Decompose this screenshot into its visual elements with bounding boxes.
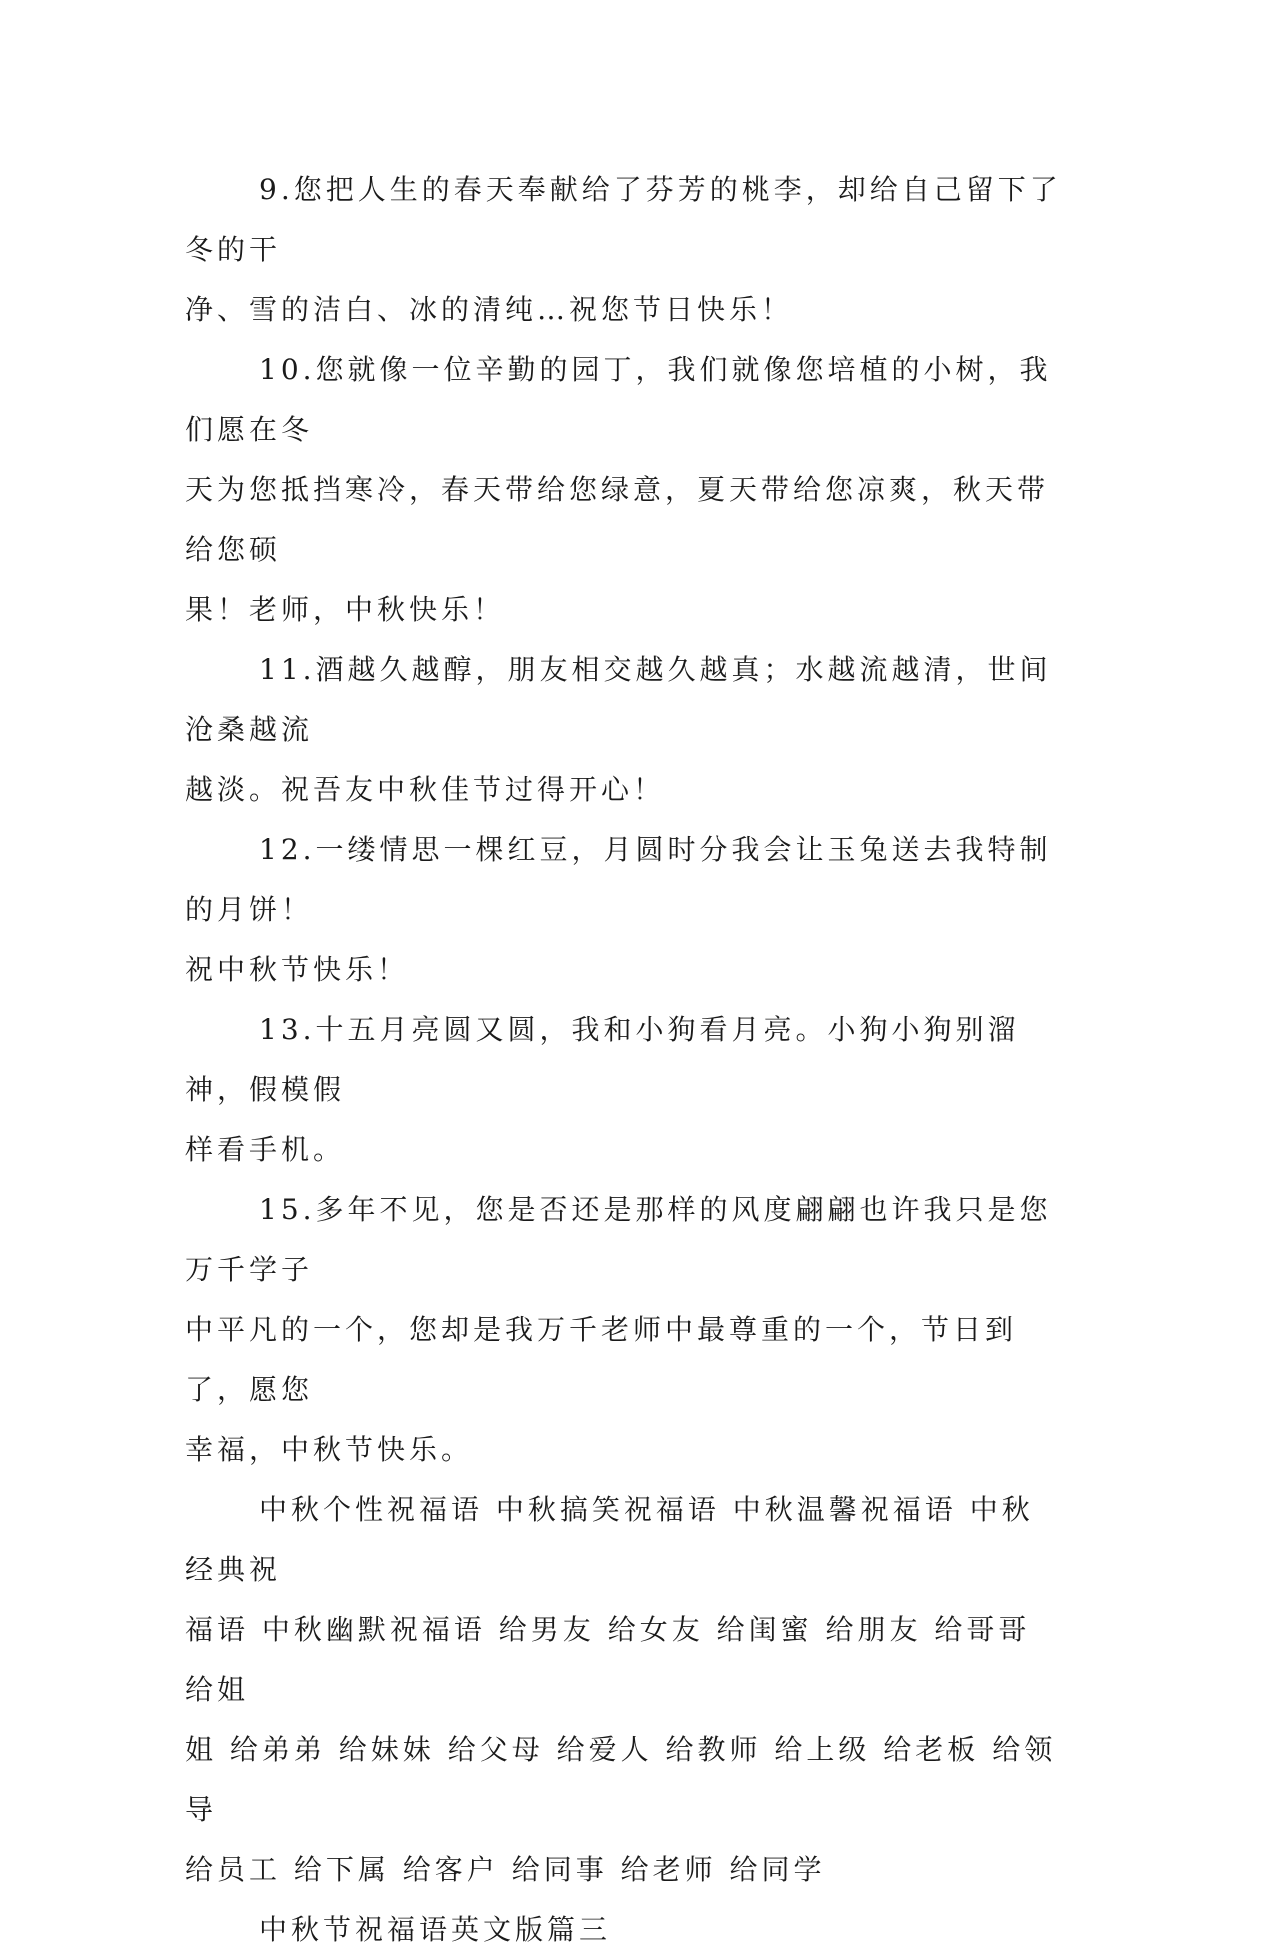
category-links-paragraph — [185, 1480, 1065, 1900]
text-line: 姐 给弟弟 给妹妹 给父母 给爱人 给教师 给上级 给老板 给领导 — [185, 1733, 1057, 1826]
text-line: 13.十五月亮圆又圆，我和小狗看月亮。小狗小狗别溜神，假模假 — [185, 1013, 1020, 1106]
text-line: 天为您抵挡寒冷，春天带给您绿意，夏天带给您凉爽，秋天带给您硕 — [185, 473, 1050, 566]
document-body — [185, 160, 1065, 1960]
text-line: 祝中秋节快乐！ — [185, 953, 410, 986]
paragraph-13 — [185, 1000, 1065, 1180]
paragraph-12 — [185, 820, 1065, 1000]
text-line: 15.多年不见，您是否还是那样的风度翩翩也许我只是您万千学子 — [185, 1193, 1052, 1286]
text-line: 12.一缕情思一棵红豆，月圆时分我会让玉兔送去我特制的月饼！ — [185, 833, 1052, 926]
text-line: 果！老师，中秋快乐！ — [185, 593, 506, 626]
text-line: 9.您把人生的春天奉献给了芬芳的桃李，却给自己留下了冬的干 — [185, 173, 1062, 266]
text-line: 中平凡的一个，您却是我万千老师中最尊重的一个，节日到了，愿您 — [185, 1313, 1018, 1406]
text-line: 净、雪的洁白、冰的清纯…祝您节日快乐！ — [185, 293, 794, 326]
paragraph-9 — [185, 160, 1065, 340]
paragraph-15 — [185, 1180, 1065, 1480]
text-line: 幸福，中秋节快乐。 — [185, 1433, 474, 1466]
text-line: 样看手机。 — [185, 1133, 346, 1166]
text-line: 中秋个性祝福语 中秋搞笑祝福语 中秋温馨祝福语 中秋经典祝 — [185, 1493, 1034, 1586]
text-line: 越淡。祝吾友中秋佳节过得开心！ — [185, 773, 666, 806]
text-line: 10.您就像一位辛勤的园丁，我们就像您培植的小树，我们愿在冬 — [185, 353, 1052, 446]
section-heading — [185, 1900, 1065, 1960]
text-line: 11.酒越久越醇，朋友相交越久越真；水越流越清，世间沧桑越流 — [185, 653, 1052, 746]
paragraph-11 — [185, 640, 1065, 820]
paragraph-10 — [185, 340, 1065, 640]
text-line: 中秋节祝福语英文版篇三 — [259, 1913, 612, 1946]
text-line: 福语 中秋幽默祝福语 给男友 给女友 给闺蜜 给朋友 给哥哥 给姐 — [185, 1613, 1031, 1706]
text-line: 给员工 给下属 给客户 给同事 给老师 给同学 — [185, 1853, 826, 1886]
